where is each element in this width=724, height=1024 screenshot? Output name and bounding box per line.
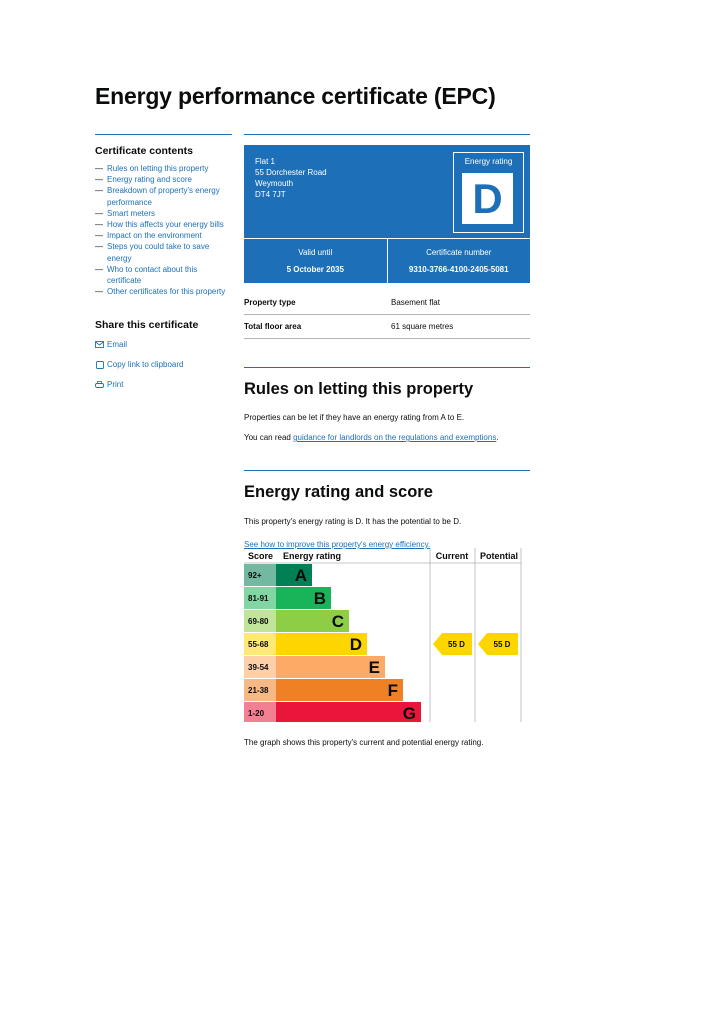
energy-rating-box [453, 152, 524, 233]
rating-band-letter: B [313, 589, 326, 608]
table-row [244, 315, 530, 339]
contents-item [95, 286, 232, 297]
contents-item [95, 241, 232, 263]
table-row [244, 291, 530, 315]
clipboard-icon [95, 360, 104, 369]
certificate-number-cell [387, 239, 531, 284]
property-address [255, 156, 327, 200]
contents-item [95, 163, 232, 174]
contents-link-steps[interactable]: Steps you could take to save energy [107, 242, 210, 263]
share-title: Share this certificate [95, 319, 199, 332]
rules-guidance-paragraph [244, 433, 530, 442]
energy-rating-header: Energy rating [283, 551, 342, 561]
contents-link-smart-meters[interactable]: Smart meters [107, 208, 156, 218]
contents-link-bills[interactable]: How this affects your energy bills [107, 220, 224, 230]
rating-bar-f [276, 679, 403, 701]
rating-band-letter: E [368, 658, 380, 677]
rating-bar-g [276, 702, 421, 722]
floor-area-label: Total floor area [244, 315, 391, 339]
contents-item [95, 230, 232, 241]
score-range-label: 81-91 [248, 594, 269, 603]
energy-rating-label: Energy rating [464, 157, 513, 166]
rating-band-letter: C [331, 612, 344, 631]
current-rating-label: 55 D [448, 640, 465, 649]
share-copy-label: Copy link to clipboard [107, 360, 184, 370]
score-header: Score [248, 551, 274, 561]
current-header: Current [435, 551, 469, 561]
address-line: DT4 7JT [255, 190, 286, 199]
certificate-number-value: 9310-3766-4100-2405-5081 [408, 265, 509, 274]
contents-link-breakdown[interactable]: Breakdown of property's energy performance [107, 186, 220, 207]
contents-item [95, 219, 232, 230]
contents-item [95, 185, 232, 207]
rating-band-letter: D [349, 635, 362, 654]
rules-guidance-prefix: You can read [244, 433, 294, 442]
contents-list [95, 163, 232, 297]
potential-rating-label: 55 D [493, 640, 511, 649]
rating-band-letter: A [294, 566, 307, 585]
landlord-guidance-link[interactable]: guidance for landlords on the regulations and exemptions [293, 433, 497, 442]
contents-link-environment[interactable]: Impact on the environment [107, 231, 202, 241]
main-content [244, 134, 530, 549]
floor-area-value: 61 square metres [391, 315, 530, 339]
section-divider [244, 470, 530, 471]
contents-link-contact[interactable]: Who to contact about this certificate [107, 264, 198, 286]
graph-caption: The graph shows this property's current and potential energy rating. [244, 738, 484, 747]
score-range-label: 1-20 [248, 709, 265, 718]
valid-until-label: Valid until [298, 248, 333, 257]
property-details-table [244, 291, 530, 339]
contents-item [95, 174, 232, 185]
score-range-label: 39-54 [248, 663, 269, 672]
rating-heading: Energy rating and score [244, 483, 433, 501]
improve-efficiency-link[interactable]: See how to improve this property's energy efficiency. [244, 540, 431, 549]
sidebar-divider [95, 134, 232, 135]
contents-item [95, 208, 232, 219]
epc-details-row [244, 238, 530, 284]
contents-title: Certificate contents [95, 145, 194, 157]
certificate-number-label: Certificate number [426, 248, 492, 257]
envelope-icon [95, 340, 104, 349]
rating-paragraph: This property's energy rating is D. It has the potential to be D. [244, 517, 462, 526]
share-print-label: Print [107, 380, 124, 390]
valid-until-value: 5 October 2035 [286, 265, 344, 274]
share-print-link[interactable] [95, 380, 232, 389]
score-range-label: 92+ [248, 571, 262, 580]
page-title: Energy performance certificate (EPC) [95, 83, 496, 109]
address-line: Weymouth [255, 179, 294, 188]
valid-until-cell [244, 239, 387, 284]
share-copy-link[interactable] [95, 360, 232, 369]
section-divider [244, 367, 530, 368]
main-divider [244, 134, 530, 135]
potential-header: Potential [479, 551, 519, 561]
contents-item [95, 264, 232, 286]
epc-summary-panel [244, 145, 530, 283]
sidebar [95, 134, 232, 400]
rules-paragraph: Properties can be let if they have an energy rating from A to E. [244, 413, 465, 422]
energy-rating-letter: D [462, 173, 513, 224]
rules-heading: Rules on letting this property [244, 380, 474, 398]
share-email-link[interactable] [95, 340, 232, 349]
contents-link-rules[interactable]: Rules on letting this property [107, 164, 209, 173]
address-line: Flat 1 [255, 157, 276, 166]
property-type-value: Basement flat [391, 291, 530, 315]
energy-rating-graph [244, 548, 522, 722]
address-line: 55 Dorchester Road [255, 168, 327, 177]
contents-link-other-certificates[interactable]: Other certificates for this property [107, 287, 226, 297]
rating-band-letter: G [402, 704, 416, 722]
score-range-label: 21-38 [248, 686, 269, 695]
rules-guidance-suffix: . [496, 433, 499, 442]
printer-icon [95, 380, 104, 389]
score-range-label: 55-68 [248, 640, 269, 649]
property-type-label: Property type [244, 291, 391, 315]
rating-band-letter: F [387, 681, 398, 700]
score-range-label: 69-80 [248, 617, 269, 626]
share-email-label: Email [107, 340, 128, 350]
contents-link-rating[interactable]: Energy rating and score [107, 175, 192, 185]
